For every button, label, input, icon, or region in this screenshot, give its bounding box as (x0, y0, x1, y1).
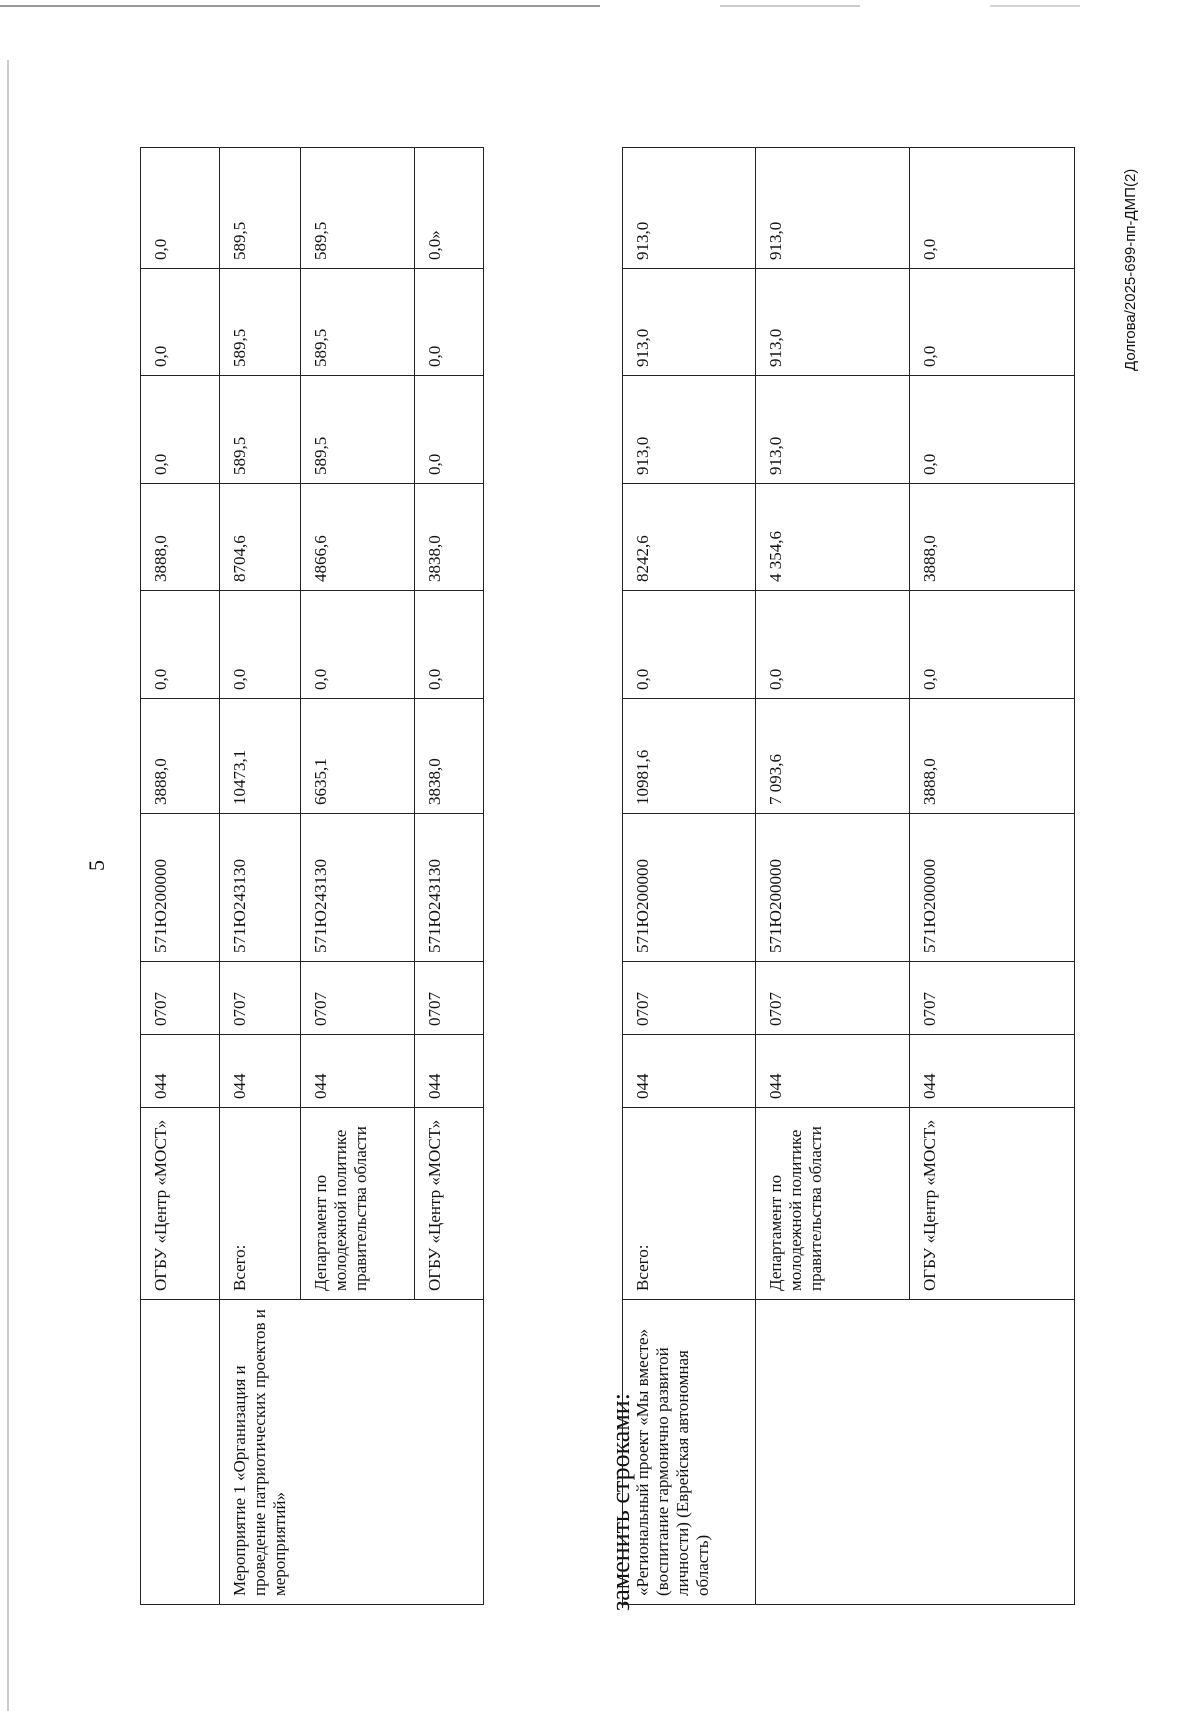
cell-value: 589,5 (220, 269, 301, 376)
cell-value: 7 093,6 (756, 698, 910, 813)
cell-value: 0,0 (415, 376, 484, 484)
table-new-rows (622, 147, 1075, 1605)
cell-value: 10473,1 (220, 699, 301, 814)
cell-value: 3838,0 (415, 484, 484, 591)
cell-grbs: 044 (220, 1035, 301, 1108)
cell-value: 913,0 (623, 147, 756, 268)
document-code: Долгова/2025-699-пп-ДМП(2) (1122, 168, 1139, 371)
cell-value: 0,0 (301, 591, 415, 699)
cell-responsible: Всего: (220, 1108, 301, 1300)
cell-value: 8704,6 (220, 484, 301, 591)
cell-responsible: Департамент по молодежной политике правительства области (301, 1108, 415, 1300)
cell-responsible: ОГБУ «Центр «МОСТ» (415, 1108, 484, 1300)
cell-grbs: 044 (756, 1034, 910, 1107)
cell-responsible: ОГБУ «Центр «МОСТ» (141, 1108, 220, 1300)
table-row (623, 147, 756, 1604)
page-number: 5 (84, 860, 109, 871)
cell-value: 4 354,6 (756, 483, 910, 590)
cell-grbs: 044 (301, 1035, 415, 1108)
cell-rz: 0707 (910, 961, 1075, 1034)
cell-value: 4866,6 (301, 484, 415, 591)
cell-grbs: 044 (910, 1034, 1075, 1107)
cell-grbs: 044 (415, 1035, 484, 1108)
table-row (756, 147, 910, 1604)
cell-value: 0,0 (910, 590, 1075, 698)
cell-grbs: 044 (141, 1035, 220, 1108)
cell-rz: 0707 (301, 962, 415, 1035)
cell-value: 0,0 (415, 269, 484, 376)
table-row (141, 148, 220, 1605)
cell-value: 3888,0 (141, 484, 220, 591)
table-row (220, 148, 301, 1605)
cell-value: 913,0 (756, 268, 910, 375)
replace-instruction: заменить строками: (606, 1393, 635, 1611)
cell-value: 3888,0 (910, 483, 1075, 590)
cell-value: 589,5 (220, 148, 301, 269)
cell-value: 8242,6 (623, 483, 756, 590)
cell-name-empty (756, 1299, 1075, 1604)
cell-responsible: Департамент по молодежной политике правительства области (756, 1107, 910, 1299)
cell-value: 0,0 (141, 269, 220, 376)
cell-value: 3888,0 (910, 698, 1075, 813)
cell-value: 0,0 (141, 148, 220, 269)
cell-value: 0,0 (415, 591, 484, 699)
cell-grbs: 044 (623, 1034, 756, 1107)
cell-rz: 0707 (756, 961, 910, 1034)
cell-name: «Региональный проект «Мы вместе» (воспитание гармонично развитой личности) (Еврейская автономная область) (623, 1299, 756, 1604)
cell-value: 913,0 (623, 375, 756, 483)
cell-value: 0,0 (910, 147, 1075, 268)
cell-value: 589,5 (220, 376, 301, 484)
cell-rz: 0707 (141, 962, 220, 1035)
cell-value: 0,0 (220, 591, 301, 699)
cell-csr: 571Ю200000 (910, 813, 1075, 961)
cell-value: 0,0» (415, 148, 484, 269)
cell-responsible: Всего: (623, 1107, 756, 1299)
cell-value: 0,0 (910, 268, 1075, 375)
cell-name (141, 1300, 220, 1605)
cell-rz: 0707 (220, 962, 301, 1035)
cell-value: 589,5 (301, 376, 415, 484)
cell-value: 913,0 (756, 147, 910, 268)
cell-value: 0,0 (141, 591, 220, 699)
cell-csr: 571Ю243130 (301, 814, 415, 962)
cell-responsible: ОГБУ «Центр «МОСТ» (910, 1107, 1075, 1299)
cell-name: Мероприятие 1 «Организация и проведение патриотических проектов и мероприятий» (220, 1300, 484, 1605)
cell-value: 10981,6 (623, 698, 756, 813)
cell-value: 0,0 (141, 376, 220, 484)
cell-csr: 571Ю200000 (141, 814, 220, 962)
cell-value: 0,0 (623, 590, 756, 698)
cell-value: 913,0 (623, 268, 756, 375)
cell-value: 0,0 (910, 375, 1075, 483)
cell-value: 3888,0 (141, 699, 220, 814)
cell-value: 0,0 (756, 590, 910, 698)
cell-csr: 571Ю243130 (220, 814, 301, 962)
cell-value: 589,5 (301, 148, 415, 269)
cell-csr: 571Ю200000 (623, 813, 756, 961)
cell-value: 3838,0 (415, 699, 484, 814)
cell-rz: 0707 (415, 962, 484, 1035)
cell-csr: 571Ю243130 (415, 814, 484, 962)
cell-csr: 571Ю200000 (756, 813, 910, 961)
cell-rz: 0707 (623, 961, 756, 1034)
cell-value: 6635,1 (301, 699, 415, 814)
cell-value: 589,5 (301, 269, 415, 376)
cell-value: 913,0 (756, 375, 910, 483)
table-old-rows (140, 147, 484, 1605)
